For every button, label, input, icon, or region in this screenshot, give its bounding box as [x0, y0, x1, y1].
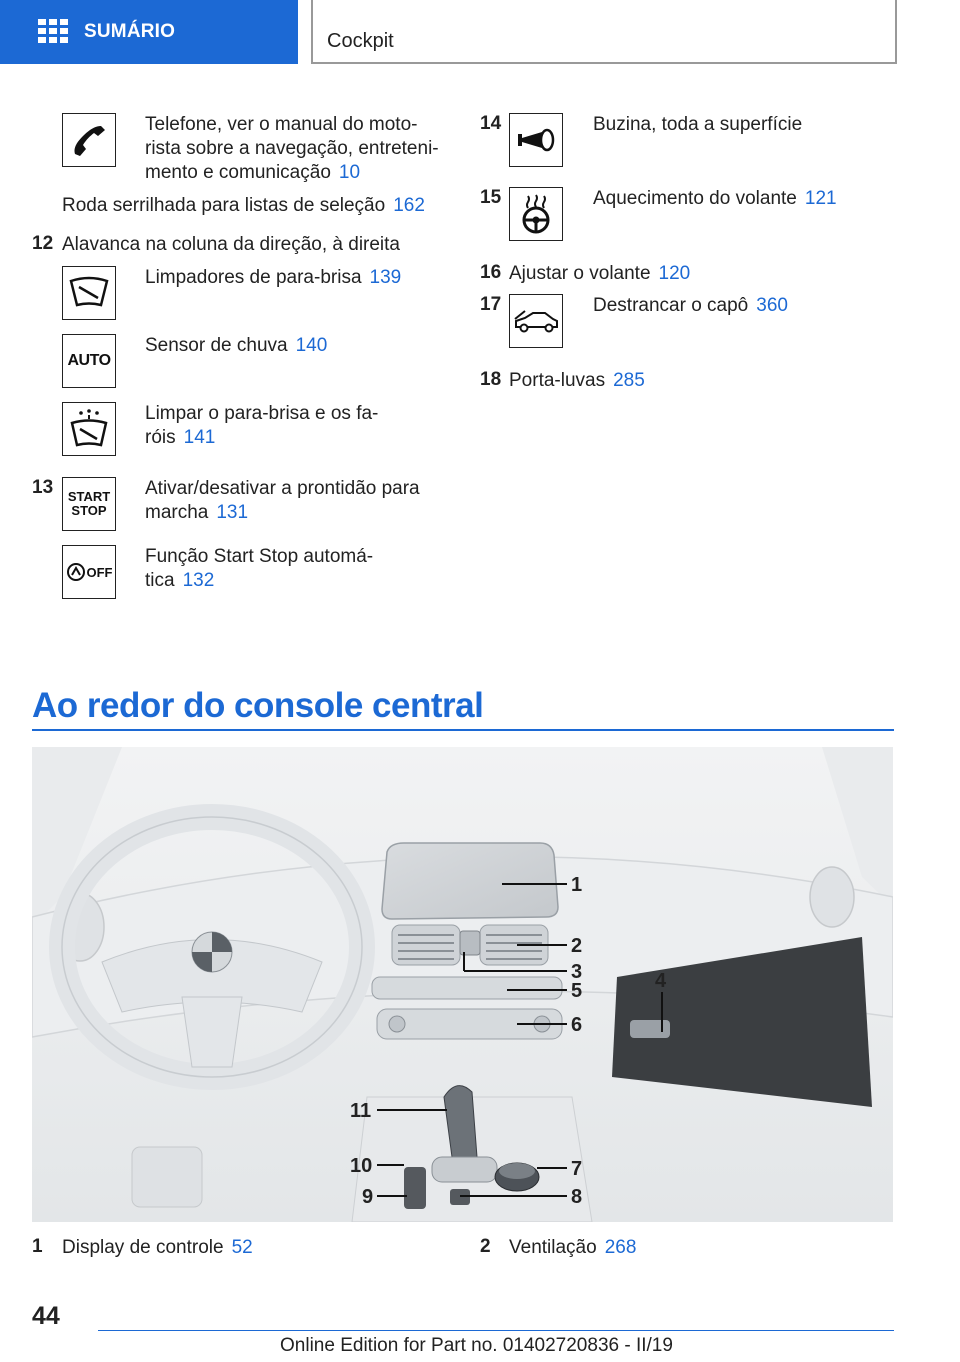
horn-icon — [509, 113, 563, 167]
hood-release-text: Destrancar o capô — [593, 295, 749, 316]
phone-page-ref[interactable]: 10 — [338, 162, 361, 183]
phone-icon — [62, 113, 116, 167]
callout-3: 3 — [571, 961, 583, 983]
sumario-label: SUMÁRIO — [84, 21, 176, 42]
steering-heating-entry — [593, 187, 837, 211]
callout-8: 8 — [571, 1186, 583, 1208]
auto-start-stop-entry — [145, 545, 373, 593]
legend-item-2-page-ref[interactable]: 268 — [604, 1237, 637, 1258]
start-icon-label: START — [67, 489, 111, 504]
thumbwheel-text: Roda serrilhada para listas de seleção — [62, 195, 386, 216]
auto-start-stop-text-line1: Função Start Stop automá- — [145, 546, 374, 567]
phone-text-line1: Telefone, ver o manual do moto- — [145, 114, 418, 135]
page-number: 44 — [32, 1302, 60, 1330]
phone-entry — [145, 113, 445, 185]
item-number-16: 16 — [480, 262, 502, 283]
auto-icon — [62, 334, 116, 388]
callout-9: 9 — [362, 1186, 374, 1208]
steering-heating-text: Aquecimento do volante — [593, 188, 797, 209]
section-divider — [32, 729, 894, 731]
item-number-13: 13 — [32, 477, 54, 498]
thumbwheel-page-ref[interactable]: 162 — [393, 195, 425, 216]
callout-1: 1 — [571, 874, 583, 896]
item-number-14: 14 — [480, 113, 502, 134]
washer-text-line1: Limpar o para-brisa e os fa- — [145, 403, 379, 424]
callout-11: 11 — [350, 1100, 372, 1122]
legend-number-2: 2 — [480, 1236, 491, 1257]
wiper-entry — [145, 266, 401, 290]
drive-ready-page-ref[interactable]: 131 — [216, 502, 249, 523]
phone-text-line3: mento e comunicação — [145, 162, 331, 183]
horn-entry — [593, 113, 802, 137]
wiper-page-ref[interactable]: 139 — [369, 267, 402, 288]
item-12-text: Alavanca na coluna da direção, à direita — [62, 234, 401, 255]
drive-ready-text-line2: marcha — [145, 502, 209, 523]
phone-text-line2: rista sobre a navegação, entreteni- — [145, 138, 439, 159]
glovebox-text: Porta-luvas — [509, 370, 606, 391]
start-stop-icon — [62, 477, 116, 531]
rain-sensor-text: Sensor de chuva — [145, 335, 288, 356]
center-console-illustration — [32, 747, 893, 1222]
rain-sensor-entry — [145, 334, 327, 358]
callout-4: 4 — [655, 970, 667, 992]
drive-ready-text-line1: Ativar/desativar a prontidão para — [145, 478, 420, 499]
hood-release-icon — [509, 294, 563, 348]
steering-heating-icon — [509, 187, 563, 241]
item-number-17: 17 — [480, 294, 502, 315]
stop-icon-label: STOP — [71, 503, 107, 518]
wiper-icon — [62, 266, 116, 320]
glovebox-entry — [509, 369, 645, 393]
washer-page-ref[interactable]: 141 — [183, 427, 216, 448]
item-number-18: 18 — [480, 369, 502, 390]
item-number-15: 15 — [480, 187, 502, 208]
edition-footer: Online Edition for Part no. 01402720836 - II/19 — [280, 1335, 673, 1356]
washer-text-line2: róis — [145, 427, 176, 448]
auto-start-stop-off-icon — [62, 545, 116, 599]
off-icon-label: OFF — [86, 564, 113, 580]
steering-heating-page-ref[interactable]: 121 — [804, 188, 837, 209]
legend-item-2 — [509, 1236, 636, 1260]
footer-divider — [98, 1330, 894, 1331]
hood-release-page-ref[interactable]: 360 — [756, 295, 788, 316]
item-number-12: 12 — [32, 233, 54, 254]
section-title: Ao redor do console central — [32, 686, 484, 725]
washer-icon — [62, 402, 116, 456]
section-header — [311, 0, 897, 64]
thumbwheel-entry — [62, 194, 425, 218]
drive-ready-entry — [145, 477, 420, 525]
section-header-label: Cockpit — [327, 30, 394, 52]
callout-2: 2 — [571, 935, 583, 957]
legend-item-1-text: Display de controle — [62, 1237, 224, 1258]
auto-start-stop-page-ref[interactable]: 132 — [182, 570, 215, 591]
horn-text: Buzina, toda a superfície — [593, 114, 803, 135]
sumario-tab[interactable] — [0, 0, 298, 64]
callout-10: 10 — [350, 1155, 373, 1177]
callout-5: 5 — [571, 980, 583, 1002]
washer-entry — [145, 402, 378, 450]
glovebox-page-ref[interactable]: 285 — [613, 370, 645, 391]
callout-7: 7 — [571, 1158, 583, 1180]
auto-start-stop-text-line2: tica — [145, 570, 175, 591]
rain-sensor-page-ref[interactable]: 140 — [295, 335, 328, 356]
grid-icon — [38, 19, 68, 45]
legend-number-1: 1 — [32, 1236, 43, 1257]
callout-6: 6 — [571, 1014, 583, 1036]
steering-adjust-text: Ajustar o volante — [509, 263, 651, 284]
hood-release-entry — [593, 294, 788, 318]
legend-item-1-page-ref[interactable]: 52 — [231, 1237, 253, 1258]
legend-item-1 — [62, 1236, 253, 1260]
steering-adjust-page-ref[interactable]: 120 — [658, 263, 691, 284]
wiper-text: Limpadores de para-brisa — [145, 267, 362, 288]
legend-item-2-text: Ventilação — [509, 1237, 597, 1258]
auto-icon-label: AUTO — [67, 352, 111, 369]
steering-adjust-entry — [509, 262, 690, 286]
